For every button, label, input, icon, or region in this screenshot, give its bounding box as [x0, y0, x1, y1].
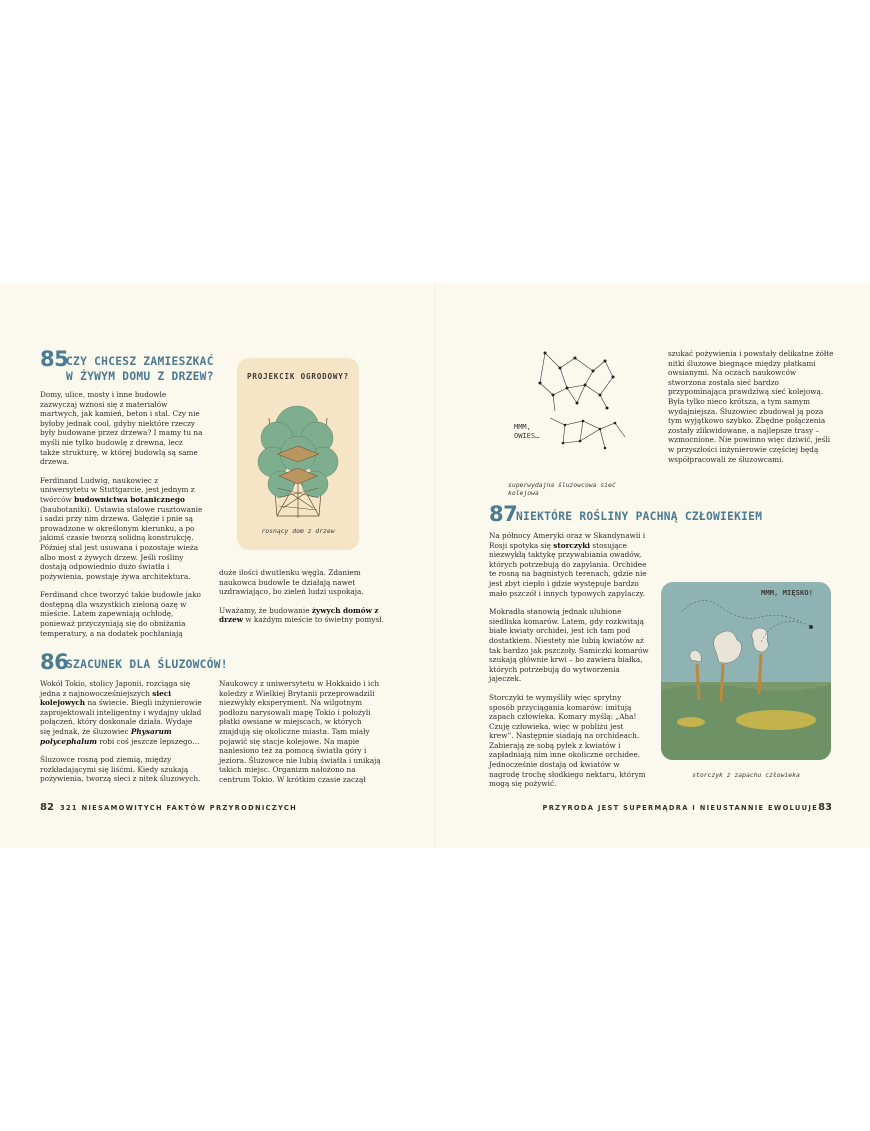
- slime-caption: superwydajna śluzowcowa sieć kolejowa: [508, 481, 616, 497]
- swamp-scene: [661, 582, 831, 760]
- section-85-paragraph-2: Ferdinand Ludwig, naukowiec z uniwersytetu w Stuttgarcie, jest jednym z twórców budownictwa botanicznego (baubotaniki). Ustawia stalowe rusztowanie i sadzi przy nim drzewa. Gałęzie i pnie są prowadzone w określonym kierunku, a po jakimś czasie tworzą solidną konstrukcję. Później stal jest usuwana i pozostaje wieża albo most z żywych drzew. Jeśli rośliny dostają odpowiednio dużo światła i pożywienia, powstaje żywa architektura.: [40, 475, 203, 581]
- section-85-number: 85: [40, 347, 69, 371]
- section-85-title-line1: CZY CHCESZ ZAMIESZKAĆ: [66, 355, 214, 368]
- section-85-paragraph-1: Domy, ulice, mosty i inne budowle zazwyczaj wznosi się z materiałów martwych, jak kamień, beton i stal. Czy nie byłoby jednak cool, gdyby niektóre rzeczy były budowane przez drzewa? I mamy tu na myśli nie tylko budowlę z drewna, lecz także strukturę, w której budowlą są same drzewa.: [40, 390, 203, 467]
- section-87-paragraph-1: Na północy Ameryki oraz w Skandynawii i Rosji spotyka się storczyki stosujące niezwykłą taktykę przywabiania owadów, których potrzebują do zapylania. Orchidee te rosną na bagnistych terenach, gdzie nie jest zbyt ciepło i gdzie występuje bardzo mało pszczół i innych typowych zapylaczy.: [489, 531, 647, 598]
- orchid-speech: MMM, MIĘSKO!: [761, 588, 813, 597]
- book-spread: [0, 283, 870, 848]
- section-86-paragraph-1: Wokół Tokio, stolicy Japonii, rozciąga się jedna z najnowocześniejszych sieci kolejowych na świecie. Biegli inżynierowie zaprojektowali inteligentny i wydajny układ połączeń, który doskonale działa. Wydaje się jednak, że śluzowiec Physarum polycephalum robi coś jeszcze lepszego…: [40, 679, 202, 746]
- card-title: PROJEKCIK OGRODOWY?: [246, 372, 350, 381]
- section-85-paragraph-3: Ferdinand chce tworzyć takie budowle jako dostępną dla wszystkich zieloną oazę w mieście. Latem zapewniają ochłodę, ponieważ przyczyniają się do obniżania temperatury, a na dodatek pochłaniają: [40, 590, 201, 638]
- section-86-column-3: [668, 349, 834, 473]
- section-85-paragraph-5: Uważamy, że budowanie żywych domów z drzew w każdym mieście to świetny pomysł.: [219, 605, 384, 625]
- section-85-title-line2: W ŻYWYM DOMU Z DRZEW?: [66, 370, 214, 383]
- right-running-title: PRZYRODA JEST SUPERMĄDRA I NIEUSTANNIE EWOLUUJE: [542, 804, 818, 812]
- section-86-paragraph-2: Śluzowce rosną pod ziemią, między rozkładającymi się liśćmi. Kiedy szukają pożywienia, tworzą sieci z nitek śluzowych.: [40, 755, 201, 784]
- section-86-column-2: [219, 679, 384, 794]
- section-85-column-1: [40, 390, 203, 647]
- section-85-column-2: [219, 568, 384, 634]
- section-87-paragraph-2: Mokradła stanowią jednak ulubione siedliska komarów. Latem, gdy rozkwitają białe kwiaty orchidei, jest ich tam pod dostatkiem. Niestety nie lubią kwiatów aż tak bardzo jak pszczoły. Samiczki komarów szukają głównie krwi – bo zawiera białka, których potrzebują do wytworzenia jajeczek.: [489, 607, 649, 684]
- section-85-title: [66, 354, 214, 384]
- garden-project-card: [237, 358, 359, 550]
- right-page-number: 83: [818, 802, 832, 813]
- section-86-paragraph-3: Naukowcy z uniwersytetu w Hokkaido i ich koledzy z Wielkiej Brytanii przeprowadzili niezwykły eksperyment. Na wilgotnym podłożu narysowali mapę Tokio i położyli płatki owsiane w miejscach, w których znajdują się okoliczne miasta. Tam miały pojawić się stacje kolejowe. Na mapie naniesiono też za pomocą światła góry i jeziora. Śluzowce nie lubią światła i unikają takich miejsc. Organizm nałożono na centrum Tokio. W krótkim czasie zaczął: [219, 679, 381, 784]
- left-running-title: 321 NIESAMOWITYCH FAKTÓW PRZYRODNICZYCH: [60, 804, 298, 812]
- section-85-paragraph-4: duże ilości dwutlenku węgla. Zdaniem naukowca budowle te działają nawet uzdrawiająco, bo zieleń ludzi uspokaja.: [219, 568, 364, 597]
- section-86-title: SZACUNEK DLA ŚLUZOWCÓW!: [66, 658, 228, 671]
- section-87-column: [489, 531, 649, 798]
- section-87-title: NIEKTÓRE ROŚLINY PACHNĄ CZŁOWIEKIEM: [516, 510, 763, 523]
- orchid-caption: storczyk z zapachu człowieka: [692, 771, 800, 779]
- section-86-number: 86: [40, 650, 69, 674]
- section-87-number: 87: [489, 502, 518, 526]
- card-caption: rosnący dom z drzew: [261, 527, 335, 535]
- slime-speech: MMM, OWIES…: [514, 423, 540, 440]
- orchid-illustration: [661, 582, 831, 760]
- section-86-column-1: [40, 679, 203, 793]
- section-87-paragraph-3: Storczyki te wymyśliły więc sprytny sposób przyciągania komarów: imitują zapach człowieka. Komary myślą: „Aha! Czuję człowieka, więc w pobliżu jest krew”. Następnie siadają na orchideach. Zabierają ze sobą pyłek z kwiatów i zapładniają nim inne okoliczne orchidee. Jednocześnie dostają od kwiatów w nagrodę trochę słodkiego nektaru, którym mogą się pożywić.: [489, 692, 646, 789]
- left-page-number: 82: [40, 802, 54, 813]
- book-gutter: [434, 283, 436, 848]
- tree-house-illustration: [237, 358, 359, 550]
- section-86-paragraph-4: szukać pożywienia i powstały delikatne żółte nitki śluzowe biegnące między płatkami owsianymi. Na oczach naukowców stworzona została sieć bardzo przypominająca prawdziwą sieć kolejową. Była tylko nieco krótsza, a tym samym wydajniejsza. Śluzowiec zbudował ją poza tym wyjątkowo szybko. Zbędne połączenia zostały zlikwidowane, a najlepsze trasy – wzmocnione. Nie powinno więc dziwić, jeśli w przyszłości inżynierowie częściej będą współpracowali ze śluzowcami.: [668, 349, 834, 464]
